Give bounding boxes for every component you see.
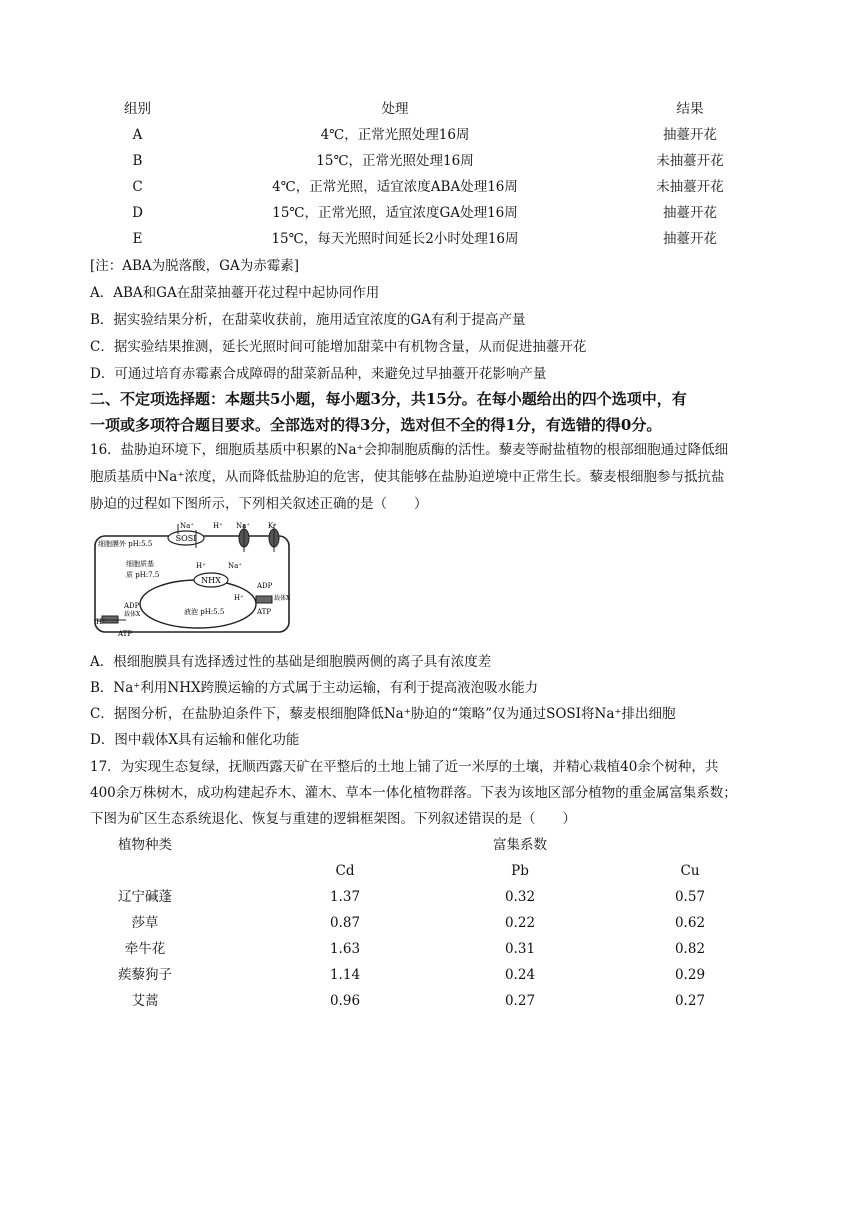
table2-cell: 0.24 — [504, 967, 536, 983]
section2-heading-line1: 二、不定项选择题：本题共5小题，每小题3分，共15分。在每小题给出的四个选项中，有 — [90, 390, 687, 408]
table1-cell: E — [132, 231, 143, 247]
q16-option-d: D．图中载体X具有运输和催化功能 — [90, 732, 300, 748]
cytoplasm-label-2: 质 pH:7.5 — [126, 571, 160, 579]
cytoplasm-label-1: 细胞质基 — [126, 560, 154, 568]
table-row — [0, 200, 860, 226]
table2-cell: 牵牛花 — [124, 941, 166, 957]
table1-cell: A — [132, 127, 143, 143]
table-row — [0, 148, 860, 174]
vacuole-label: 液泡 pH:5.5 — [184, 608, 225, 616]
table-row — [0, 122, 860, 148]
q16-stem-line3: 胁迫的过程如下图所示，下列相关叙述正确的是（ ） — [90, 496, 428, 512]
table-row — [0, 884, 860, 910]
table1-cell: 4℃，正常光照处理16周 — [320, 127, 470, 143]
carrier-x-vacuole — [256, 596, 272, 603]
table1-header-group: 组别 — [124, 101, 151, 117]
q16-stem-line1: 16．盐胁迫环境下，细胞质基质中积累的Na⁺会抑制胞质酶的活性。藜麦等耐盐植物的根部细胞通过降低细 — [90, 442, 729, 458]
sosi-label: SOSI — [175, 534, 197, 543]
table1-cell: 15℃，每天光照时间延长2小时处理16周 — [271, 231, 519, 247]
table2-cell: 0.29 — [674, 967, 706, 983]
q15-option-a: A．ABA和GA在甜菜抽薹开花过程中起协同作用 — [90, 285, 380, 301]
atp-label-membrane: ATP — [118, 630, 133, 638]
table1-header-treatment: 处理 — [381, 101, 409, 117]
table-row — [0, 910, 860, 936]
table2-cell: 蒺藜狗子 — [118, 967, 172, 983]
na-label-nhx: Na⁺ — [228, 562, 242, 570]
table1-cell: D — [132, 205, 143, 221]
q16-option-b: B．Na⁺利用NHX跨膜运输的方式属于主动运输，有利于提高液泡吸水能力 — [90, 680, 539, 696]
q16-option-a: A．根细胞膜具有选择透过性的基础是细胞膜两侧的离子具有浓度差 — [90, 654, 492, 670]
carrier-label-vacuole: 载体X — [274, 595, 291, 602]
atp-label-vacuole: ATP — [257, 608, 272, 616]
table1-cell: 抽薹开花 — [663, 231, 717, 247]
table-row — [0, 226, 860, 252]
table2-cell: 0.57 — [674, 889, 706, 905]
table2-cell: 1.37 — [329, 889, 361, 905]
h-label-vacuole: H⁺ — [234, 594, 244, 602]
table2-header-coef: 富集系数 — [493, 837, 547, 853]
table1-cell: 未抽薹开花 — [656, 179, 724, 195]
table2-cell: 0.22 — [504, 915, 536, 931]
q16-option-c: C．据图分析，在盐胁迫条件下，藜麦根细胞降低Na⁺胁迫的“策略”仅为通过SOSI将Na⁺排出细胞 — [90, 706, 676, 722]
table2-header-plant: 植物种类 — [118, 837, 172, 853]
table1-header-result: 结果 — [676, 101, 704, 117]
table2-cell: 艾蒿 — [131, 993, 159, 1009]
q17-stem-line1: 17．为实现生态复绿，抚顺西露天矿在平整后的土地上铺了近一米厚的土壤，并精心栽植40余个树种，共 — [90, 759, 719, 775]
table1-cell: 15℃，正常光照处理16周 — [316, 153, 474, 169]
table2-cell: 0.31 — [504, 941, 536, 957]
q15-option-c: C．据实验结果推测，延长光照时间可能增加甜菜中有机物含量，从而促进抽薹开花 — [90, 339, 587, 355]
table2-cell: 1.14 — [329, 967, 361, 983]
table2-metal-header — [0, 858, 860, 884]
q17-stem-line3: 下图为矿区生态系统退化、恢复与重建的逻辑框架图。下列叙述错误的是（ ） — [90, 811, 576, 827]
table2-cell: 0.27 — [674, 993, 706, 1009]
table2-cell: 莎草 — [131, 915, 159, 931]
table2-metal-cd: Cd — [335, 863, 355, 879]
table1-cell: 抽薹开花 — [663, 205, 717, 221]
table-row — [0, 174, 860, 200]
table1-note: [注：ABA为脱落酸，GA为赤霉素] — [90, 258, 299, 274]
table1-cell: 15℃，正常光照，适宜浓度GA处理16周 — [272, 205, 518, 221]
table2-cell: 0.87 — [329, 915, 361, 931]
k-label: K⁺ — [268, 522, 277, 530]
adp-label-membrane: ADP — [124, 602, 140, 610]
adp-label-vacuole: ADP — [257, 582, 273, 590]
table2-cell: 0.27 — [504, 993, 536, 1009]
nhx-label: NHX — [201, 576, 221, 585]
table2-cell: 1.63 — [329, 941, 361, 957]
h-label-out: H⁺ — [96, 618, 106, 626]
h-label-nhx: H⁺ — [196, 562, 206, 570]
h-label-top: H⁺ — [213, 522, 223, 530]
table1-cell: C — [132, 179, 143, 195]
table2-cell: 0.62 — [674, 915, 706, 931]
table2-cell: 辽宁碱蓬 — [118, 889, 172, 905]
q15-option-b: B．据实验结果分析，在甜菜收获前，施用适宜浓度的GA有利于提高产量 — [90, 312, 526, 328]
table1-header — [0, 96, 860, 122]
membrane-outside-label: 细胞膜外 pH:5.5 — [98, 540, 153, 548]
table2-cell: 0.96 — [329, 993, 361, 1009]
table1-cell: B — [132, 153, 143, 169]
table2-cell: 0.32 — [504, 889, 536, 905]
vacuole-membrane — [140, 580, 256, 628]
q15-option-d: D．可通过培育赤霉素合成障碍的甜菜新品种，来避免过早抽薹开花影响产量 — [90, 366, 547, 382]
table-row — [0, 962, 860, 988]
table-row — [0, 988, 860, 1014]
table-row — [0, 936, 860, 962]
table2-header — [0, 832, 860, 858]
na-label-channel: Na⁺ — [236, 522, 250, 530]
table2-cell: 0.82 — [674, 941, 706, 957]
q16-stem-line2: 胞质基质中Na⁺浓度，从而降低盐胁迫的危害，使其能够在盐胁迫逆境中正常生长。藜麦根细胞参与抵抗盐 — [90, 469, 725, 485]
table1-cell: 4℃，正常光照，适宜浓度ABA处理16周 — [272, 179, 518, 195]
carrier-label-membrane: 载体X — [124, 611, 141, 618]
na-label-top: Na⁺ — [180, 522, 194, 530]
table2-metal-pb: Pb — [511, 863, 529, 879]
section2-heading-line2: 一项或多项符合题目要求。全部选对的得3分，选对但不全的得1分，有选错的得0分。 — [90, 416, 662, 434]
table1-cell: 抽薹开花 — [663, 127, 717, 143]
q17-stem-line2: 400余万株树木，成功构建起乔木、灌木、草本一体化植物群落。下表为该地区部分植物的重金属富集系数； — [90, 785, 737, 801]
table2-metal-cu: Cu — [680, 863, 700, 879]
table1-cell: 未抽薹开花 — [656, 153, 724, 169]
salt-stress-diagram — [92, 520, 294, 642]
